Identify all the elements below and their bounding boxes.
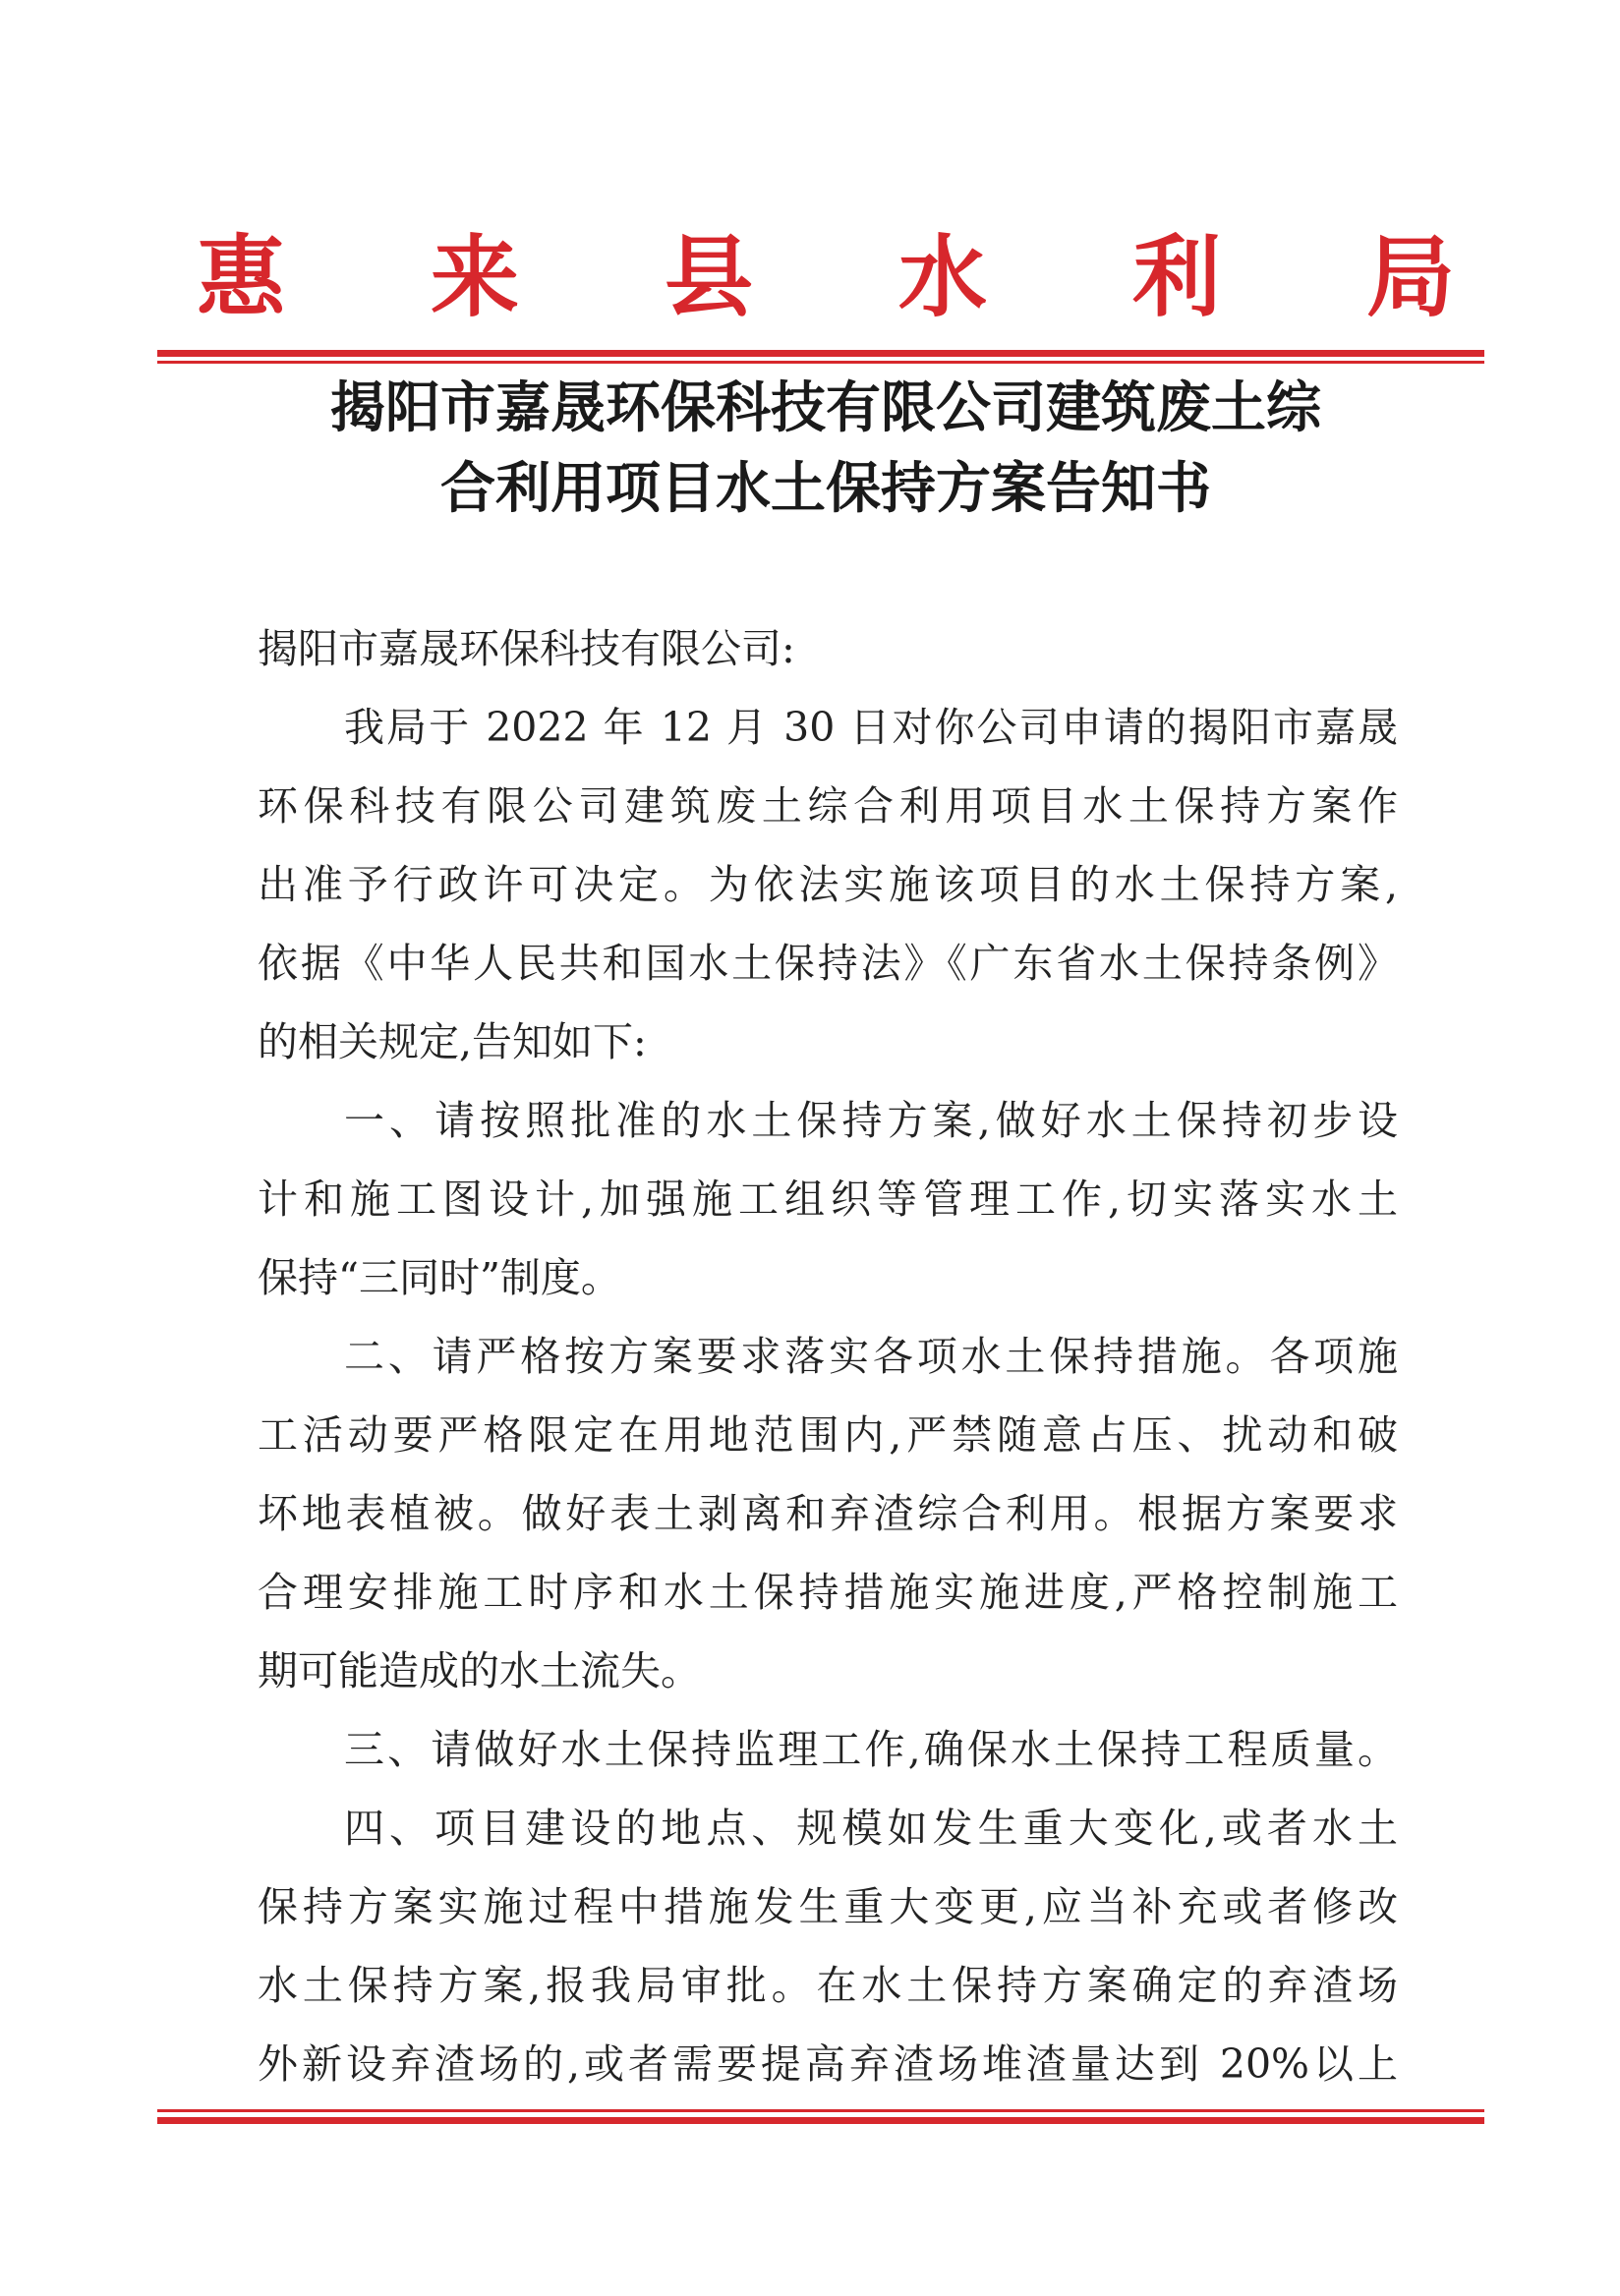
document-body — [258, 609, 1398, 2103]
letterhead-char: 局 — [1366, 225, 1455, 329]
letterhead-rule-thick — [157, 350, 1484, 357]
body-line: 坏地表植被。做好表土剥离和弃渣综合利用。根据方案要求 — [258, 1490, 1398, 1537]
body-line: 环保科技有限公司建筑废土综合利用项目水土保持方案作 — [258, 782, 1398, 830]
body-line: 水土保持方案,报我局审批。在水土保持方案确定的弃渣场 — [258, 1962, 1398, 2009]
letterhead-char: 利 — [1132, 225, 1221, 329]
letterhead-rule-thin — [157, 361, 1484, 364]
footer-rule-thick — [157, 2117, 1484, 2124]
body-line: 保持方案实施过程中措施发生重大变更,应当补充或者修改 — [258, 1883, 1398, 1930]
body-line: 保持“三同时”制度。 — [258, 1254, 621, 1301]
body-line: 合理安排施工时序和水土保持措施实施进度,严格控制施工 — [258, 1569, 1398, 1616]
letterhead-char: 县 — [665, 225, 753, 329]
body-line: 二、请严格按方案要求落实各项水土保持措施。各项施 — [344, 1333, 1398, 1380]
salutation: 揭阳市嘉晟环保科技有限公司: — [258, 625, 795, 672]
body-line: 四、项目建设的地点、规模如发生重大变化,或者水土 — [344, 1805, 1398, 1852]
letterhead-char: 水 — [898, 225, 987, 329]
body-line: 三、请做好水土保持监理工作,确保水土保持工程质量。 — [344, 1726, 1398, 1773]
document-title — [147, 369, 1504, 530]
body-line: 期可能造成的水土流失。 — [258, 1647, 701, 1694]
letterhead-organization — [197, 218, 1455, 336]
footer-rule-thin — [157, 2109, 1484, 2112]
body-line: 我局于 2022 年 12 月 30 日对你公司申请的揭阳市嘉晟 — [344, 704, 1398, 751]
body-line: 计和施工图设计,加强施工组织等管理工作,切实落实水土 — [258, 1176, 1398, 1223]
title-line: 合利用项目水土保持方案告知书 — [440, 457, 1211, 521]
title-line: 揭阳市嘉晟环保科技有限公司建筑废土综 — [330, 376, 1321, 440]
letterhead-char: 惠 — [197, 225, 285, 329]
body-line: 一、请按照批准的水土保持方案,做好水土保持初步设 — [344, 1097, 1398, 1144]
letterhead-char: 来 — [431, 225, 519, 329]
body-line: 的相关规定,告知如下: — [258, 1018, 647, 1065]
body-line: 依据《中华人民共和国水土保持法》《广东省水土保持条例》 — [258, 940, 1398, 987]
body-line: 出准予行政许可决定。为依法实施该项目的水土保持方案, — [258, 861, 1398, 908]
body-line: 工活动要严格限定在用地范围内,严禁随意占压、扰动和破 — [258, 1411, 1398, 1459]
body-line: 外新设弃渣场的,或者需要提高弃渣场堆渣量达到 20%以上 — [258, 2040, 1398, 2088]
